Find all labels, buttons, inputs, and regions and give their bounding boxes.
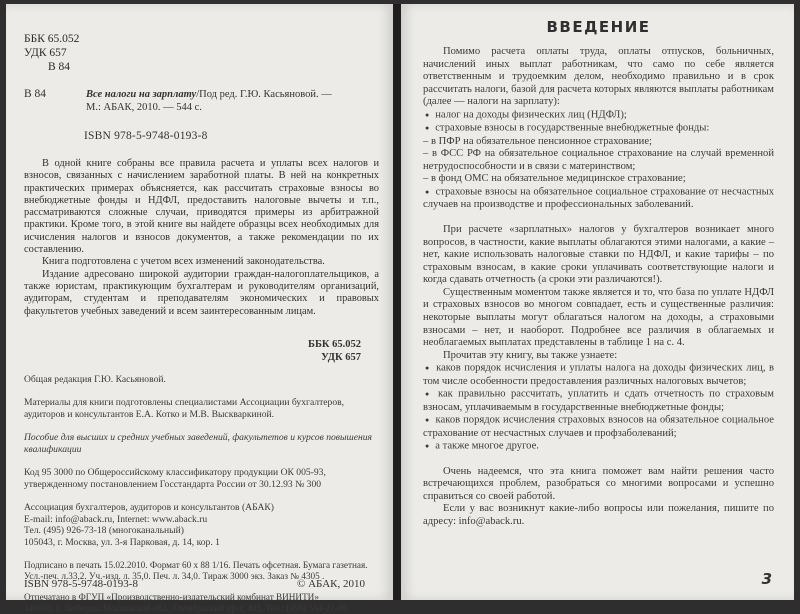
audience-note: Пособие для высших и средних учебных заведений, факультетов и курсов повышения квалификации xyxy=(24,432,372,455)
bbk-code-right: ББК 65.052 xyxy=(308,338,361,350)
paragraph: Очень надеемся, что эта книга поможет вам найти решения часто встречающихся проблем, разобраться со многими вопросами и успешно справиться со своей работой. xyxy=(423,465,774,502)
publisher-name: Ассоциация бухгалтеров, аудиторов и консультантов (АБАК) xyxy=(24,502,274,514)
bullet-item: ● каков порядок исчисления страховых взносов на обязательное социальное страхование от несчастных случаев и профзаболеваний; xyxy=(423,414,774,440)
annotation-paragraph: Книга подготовлена с учетом всех изменений законодательства. xyxy=(42,256,325,268)
page-title: ВВЕДЕНИЕ xyxy=(546,18,651,36)
annotation-paragraph: Издание адресовано широкой аудитории граждан-налогоплательщиков, а также юристам, практикующим бухгалтерам и руководителям организаций, аудиторам, студентам и преподавателям экономических и правовых факультетов учебных заведений и всем заинтересованным лицам. xyxy=(24,268,379,317)
paragraph: Прочитав эту книгу, вы также узнаете: xyxy=(443,349,618,361)
paragraph: При расчете «зарплатных» налогов у бухгалтеров возникает много вопросов, в частности, какие выплаты облагаются этими налогами, а какие – нет, какие использовать налоговые ставки по НДФЛ, и какие тарифы – по страховым взносам, в какие сроки уплачивать соответствующие налоги и когда сдавать отчетность (а сроки эти различаются!). xyxy=(423,223,774,286)
annotation-paragraph: В одной книге собраны все правила расчета и уплаты всех налогов и взносов, связанных с начислением заработной платы. В ней на конкретных практических примерах объясняется, как рассчитать страховые взносы во внебюджетные фонды и НДФЛ, предоставить налоговые вычеты и т.п., рассматриваются сложные случаи, приводятся примеры из арбитражной практики. Кроме того, в этой книге вы найдете образцы всех необходимых для исчисления налогов и взносов документов, а также рекомендации по их составлению. xyxy=(24,158,379,256)
publisher-info xyxy=(24,502,379,548)
author-mark: В 84 xyxy=(48,61,71,73)
publisher-phone: Тел. (495) 926-73-18 (многоканальный) xyxy=(24,525,184,537)
udk-code-right: УДК 657 xyxy=(321,351,361,363)
bbk-code: ББК 65.052 xyxy=(24,33,80,45)
paragraph: Помимо расчета оплаты труда, оплаты отпусков, больничных, начислений иных выплат работникам, что само по себе является ответственным и трудоемким делом, необходимо правильно и в срок рассчитать налоги, базой для расчета которых являются выплаты работникам (далее — налоги на зарплату): xyxy=(423,46,774,108)
printer-info xyxy=(24,592,379,614)
book-title: Все налоги на зарплату xyxy=(86,89,197,100)
bullet-item: ● а также многое другое. xyxy=(423,440,774,453)
bullet-item: ● страховые взносы на обязательное социальное страхование от несчастных случаев на производстве и профессиональных заболеваний. xyxy=(423,186,774,212)
paragraph: Существенным моментом также является и то, что база по уплате НДФЛ и страховых взносов во многом совпадает, есть и существенные различия: некоторые выплаты могут облагаться налогом на доходы, а страховыми взносами – нет, и наоборот. Подробнее все различия в облагаемых и необлагаемых выплатах представлены в таблице 1 на с. 4. xyxy=(423,286,774,349)
printer-line: 140010, г. Люберцы Московской обл., Октябрьский пр-т, 403. Тел.: (495) 554-21-86 xyxy=(24,603,347,614)
catalog-entry xyxy=(24,88,379,114)
footer-copyright: © АБАК, 2010 xyxy=(296,578,365,590)
bullet-item: ● каков порядок исчисления и уплаты налога на доходы физических лиц, в том числе особенности предоставления различных налоговых вычетов; xyxy=(423,362,774,388)
materials-credit: Материалы для книги подготовлены специалистами Ассоциации бухгалтеров, аудиторов и консультантов Е.А. Котко и М.В. Выскваркиной. xyxy=(24,397,345,420)
footer-isbn: ISBN 978-5-9748-0193-8 xyxy=(24,578,138,590)
udk-code: УДК 657 xyxy=(24,47,67,59)
classification-header xyxy=(24,32,379,74)
catalog-code: В 84 xyxy=(24,88,47,100)
printer-line: Отпечатано в ФГУП «Производственно-издательский комбинат ВИНИТИ» xyxy=(24,592,319,603)
page-number: 3 xyxy=(761,570,772,588)
product-code: Код 95 3000 по Общероссийскому классификатору продукции ОК 005-93, утвержденному постановлением Госстандарта России от 30.12.93 № 300 xyxy=(24,467,326,490)
paragraph: Если у вас возникнут какие-либо вопросы или пожелания, пишите по адресу: info@aback.ru. xyxy=(423,503,774,527)
publisher-address: 105043, г. Москва, ул. 3-я Парковая, д. 14, кор. 1 xyxy=(24,536,220,548)
catalog-description xyxy=(86,88,336,114)
book-imprint: /Под ред. Г.Ю. Касьяновой. — М.: АБАК, 2010. — 544 с. xyxy=(86,89,332,113)
introduction-body xyxy=(423,46,774,529)
left-footer xyxy=(24,578,379,590)
bullet-item: ● страховые взносы в государственные внебюджетные фонды: xyxy=(423,122,774,135)
print-details-line: Усл.-печ. л.33,2. Уч.-изд. л. 35,0. Печ. л. 34,0. Тираж 3000 экз. Заказ № 4305 . xyxy=(24,571,325,582)
annotation xyxy=(24,158,379,318)
publisher-contacts: E-mail: info@aback.ru, Internet: www.aback.ru xyxy=(24,513,208,525)
book-spine xyxy=(393,4,401,600)
classification-right xyxy=(24,338,379,364)
left-page xyxy=(6,4,393,614)
isbn: ISBN 978-5-9748-0193-8 xyxy=(84,130,208,142)
dash-item: – в ПФР на обязательное пенсионное страхование; xyxy=(423,135,653,147)
bullet-item: ● налог на доходы физических лиц (НДФЛ); xyxy=(423,109,774,122)
print-details-line: Подписано в печать 15.02.2010. Формат 60 x 88 1/16. Печать офсетная. Бумага газетная. xyxy=(24,560,368,571)
right-page xyxy=(401,4,794,600)
bullet-item: ● как правильно рассчитать, уплатить и сдать отчетность по страховым взносам, уплачиваемым в государственные внебюджетные фонды; xyxy=(423,388,774,414)
general-editor: Общая редакция Г.Ю. Касьяновой. xyxy=(24,373,166,385)
dash-item: – в фонд ОМС на обязательное медицинское страхование; xyxy=(423,173,686,185)
dash-item: – в ФСС РФ на обязательное социальное страхование на случай временной нетрудоспособности и в связи с материнством; xyxy=(423,148,774,172)
